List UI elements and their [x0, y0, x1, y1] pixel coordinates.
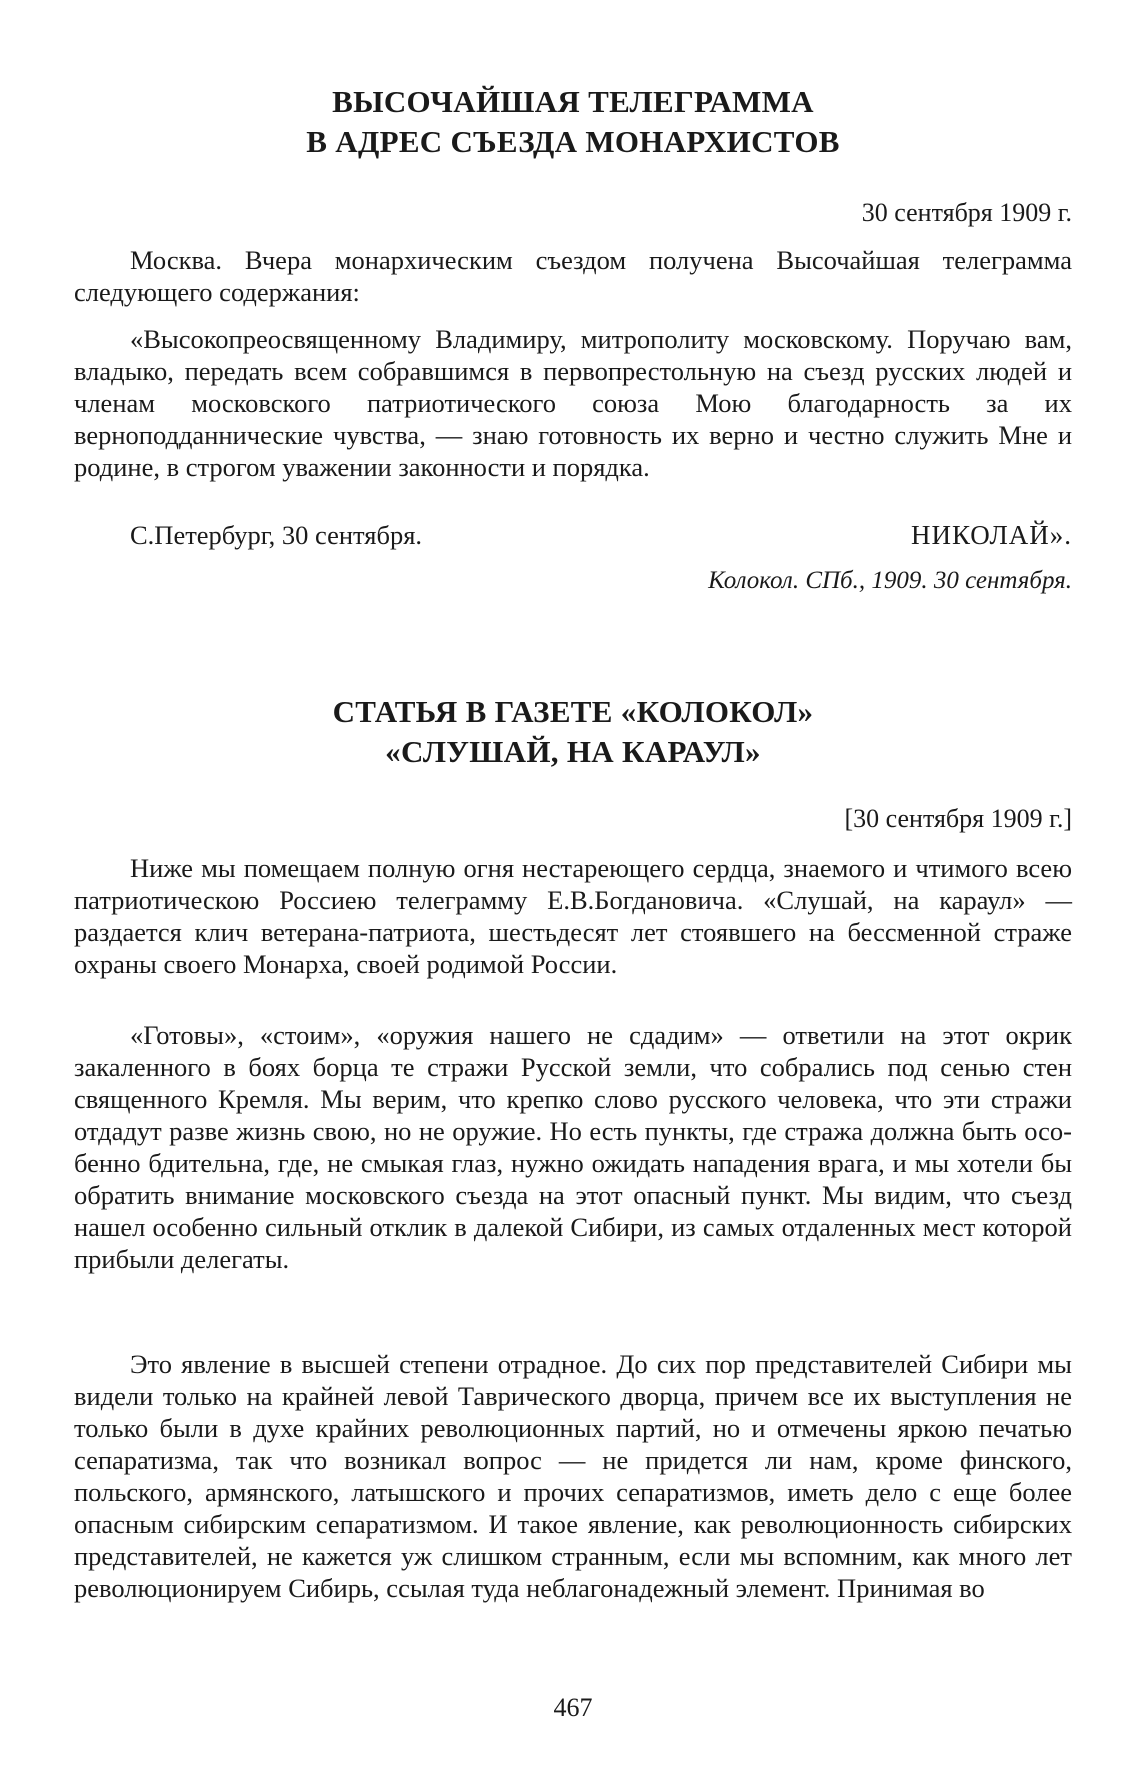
doc2-title-line1: СТАТЬЯ В ГАЗЕТЕ «КОЛОКОЛ»: [332, 694, 814, 729]
doc1-source-citation: Колокол. СПб., 1909. 30 сентября.: [708, 567, 1072, 594]
doc1-place-date: С.Петербург, 30 сентября.: [130, 520, 423, 550]
doc2-title: [74, 692, 1072, 772]
doc2-paragraph-2: «Готовы», «стоим», «оружия нашего не сдадим» — ответили на этот окрик закаленного в боях борца те стражи Русской земли, что собрались под сенью стен священного Кремля. Мы верим, что крепко слово русского человека, что эти стражи отдадут разве жизнь свою, но не оружие. Но есть пункты, где стража должна быть особенно бдительна, где, не смыкая глаз, нужно ожидать нападения врага, и мы хотели бы обратить внимание московского съезда на этот опасный пункт. Мы видим, что съезд нашел особенно сильный отклик в далекой Сибири, из самых отдаленных мест которой прибыли делегаты.: [74, 1020, 1072, 1274]
doc2-paragraph-1: Ниже мы помещаем полную огня нестареющего сердца, знаемого и чтимого всею патриотическою Россиею телеграмму Е.В.Богдановича. «Слушай, на караул» — раздается клич ветерана-патриота, шестьдесят лет стоявшего на бессменной страже охраны своего Монарха, своей родимой России.: [74, 853, 1072, 979]
doc1-title: [74, 82, 1072, 162]
doc1-title-line1: ВЫСОЧАЙШАЯ ТЕЛЕГРАММА: [332, 84, 814, 119]
doc1-signature: НИКОЛАЙ».: [910, 520, 1072, 550]
doc1-title-line2: В АДРЕС СЪЕЗДА МОНАРХИСТОВ: [306, 124, 840, 159]
doc2-date: [30 сентября 1909 г.]: [844, 804, 1072, 833]
doc2-title-line2: «СЛУШАЙ, НА КАРАУЛ»: [385, 734, 761, 769]
doc2-paragraph-3: Это явление в высшей степени отрадное. До сих пор представителей Сибири мы видели только на крайней левой Таврического дворца, причем все их выступления не только были в духе крайних революционных партий, но и отмечены яркою печатью сепаратизма, так что возникал вопрос — не придется ли нам, кроме финского, польского, армянского, латышского и прочих сепаратизмов, иметь дело с еще более опасным сибирским сепаратизмом. И такое явление, как революционность сибирских представителей, не кажется уж слишком странным, если мы вспомним, как много лет революционируем Сибирь, ссылая туда неблагонадежный элемент. Принимая во: [74, 1349, 1072, 1603]
doc1-paragraph-1: Москва. Вчера монархическим съездом получена Высочайшая телеграмма следующего содержания:: [74, 245, 1072, 307]
page-number: 467: [553, 1693, 593, 1722]
doc1-paragraph-2: «Высокопреосвященному Владимиру, митрополиту московскому. Поручаю вам, владыко, передать всем собравшимся в первопрестольную на съезд русских людей и членам московского патриотического союза Мою благодарность за их верноподданнические чувства, — знаю готовность их верно и честно служить Мне и родине, в строгом уважении законности и порядка.: [74, 324, 1072, 482]
doc1-date: 30 сентября 1909 г.: [861, 198, 1072, 227]
document-page: [74, 0, 1072, 1783]
